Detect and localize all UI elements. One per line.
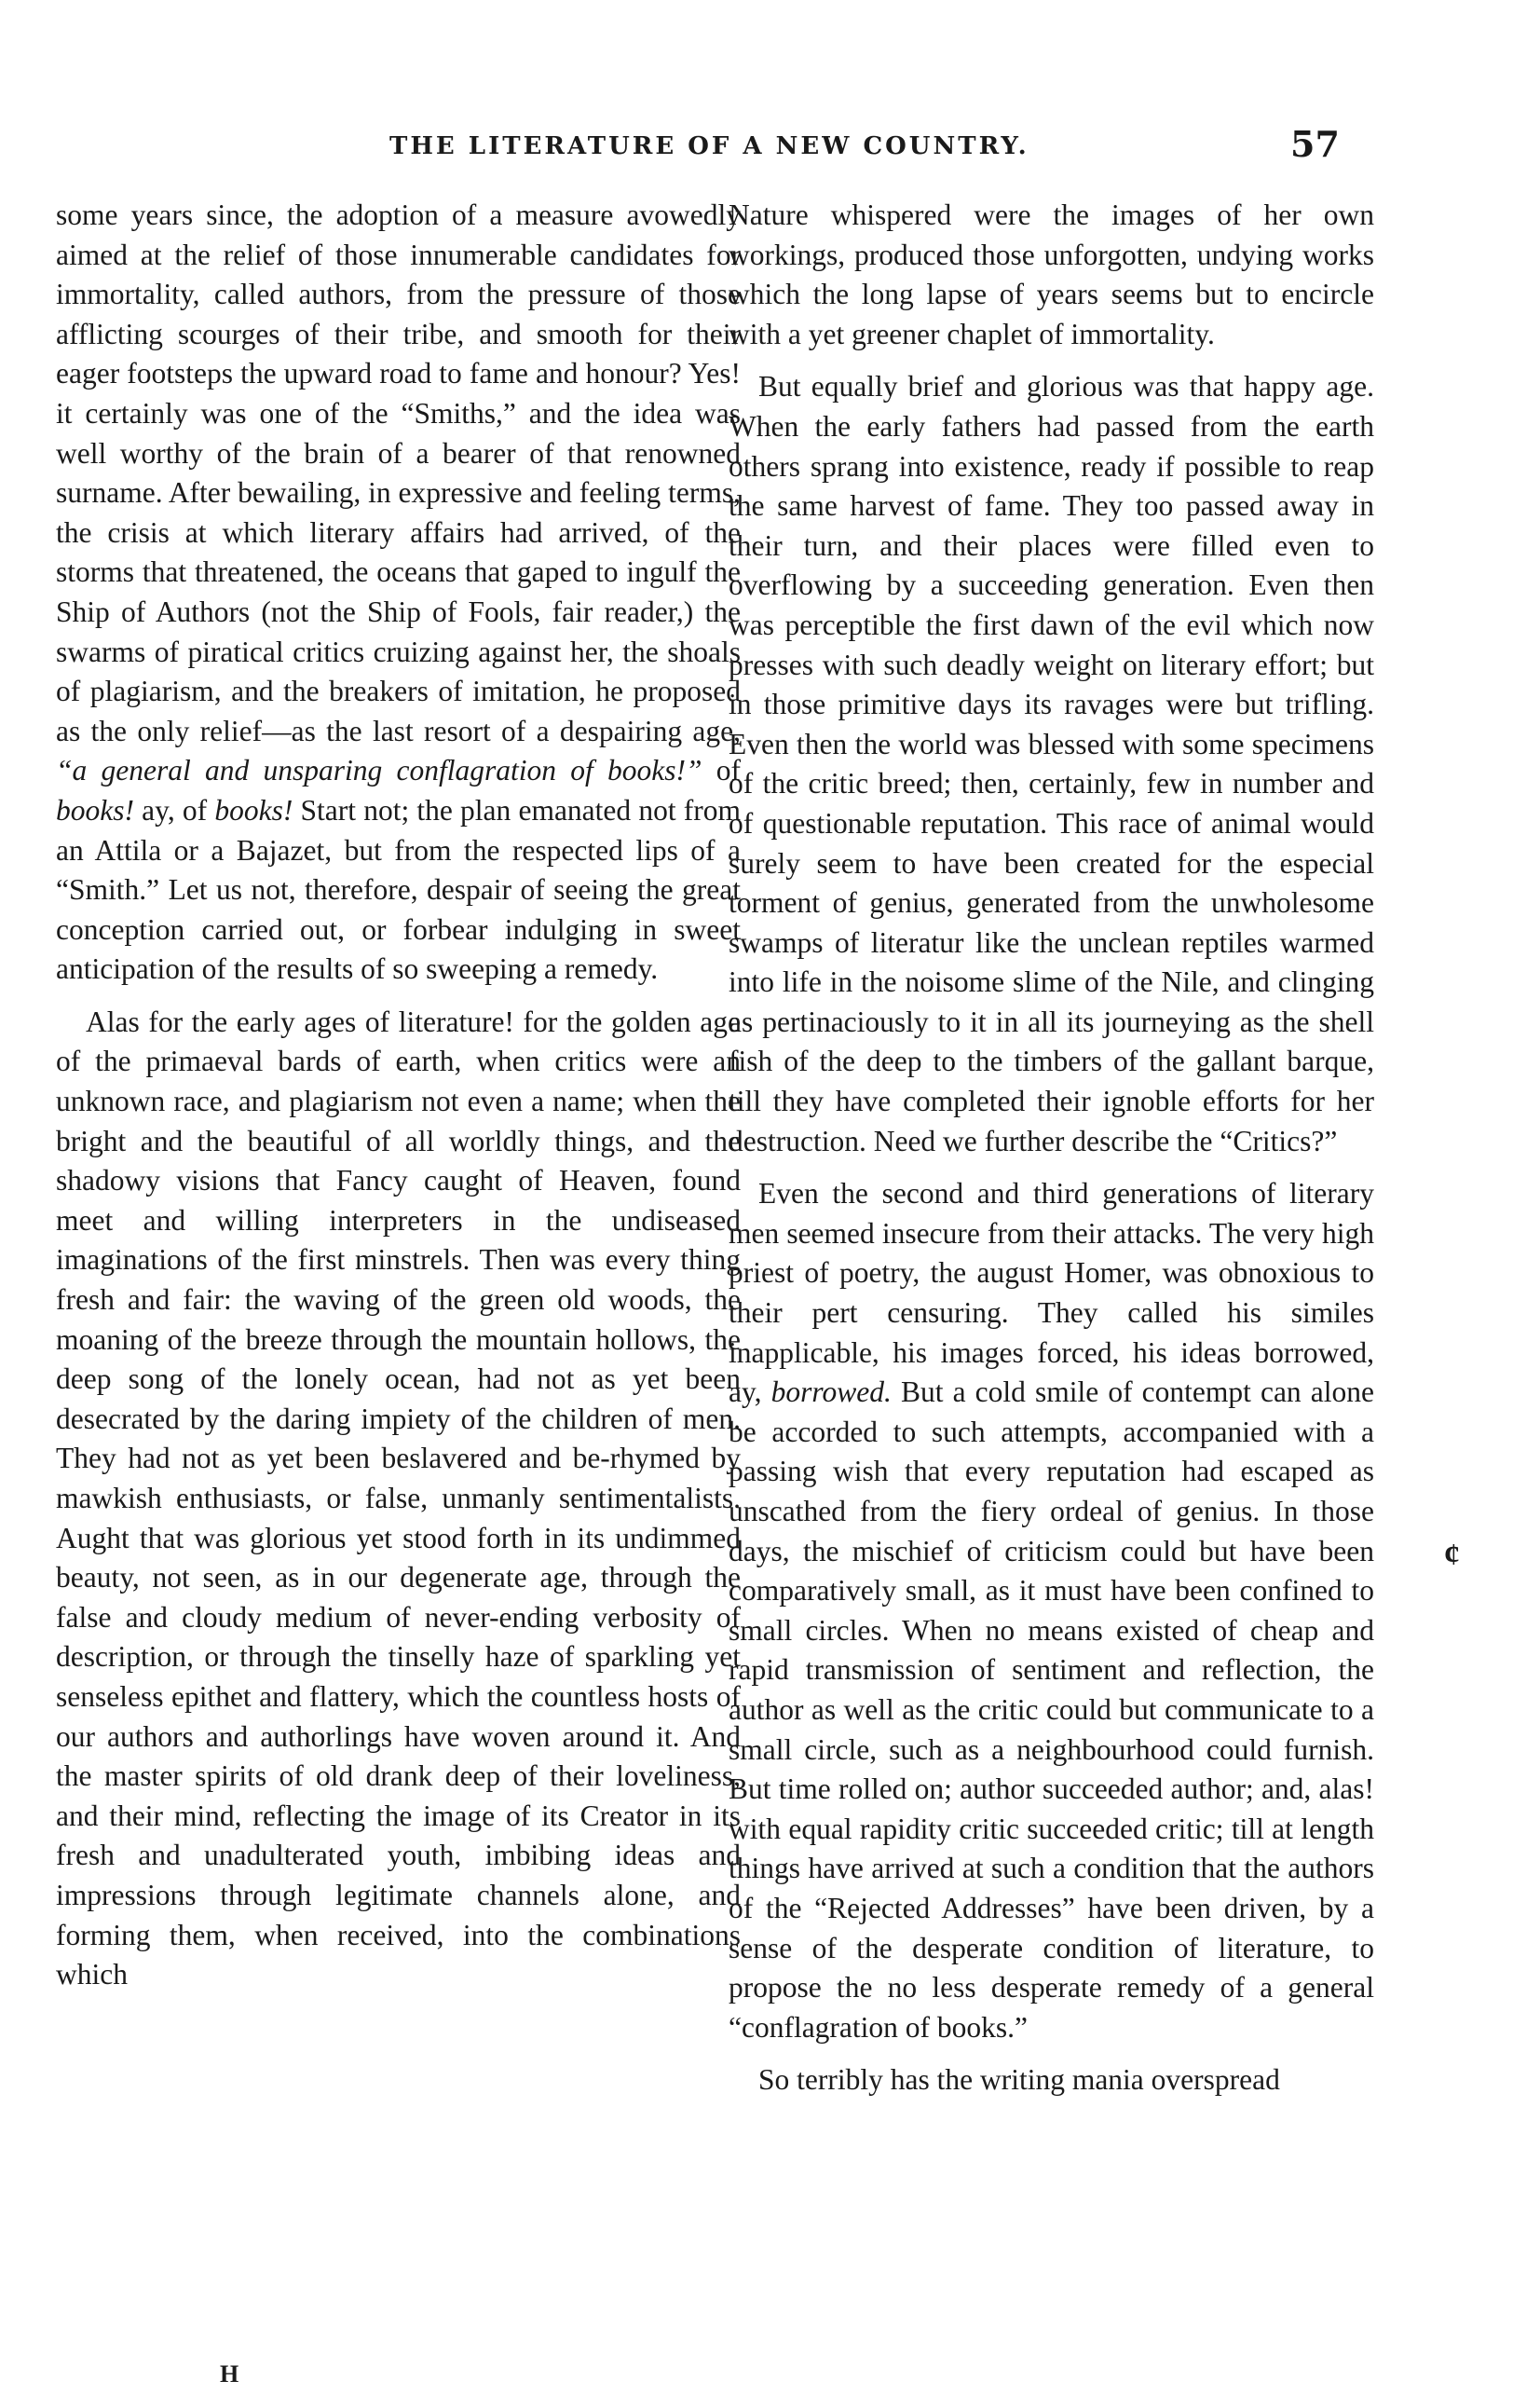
left-p1-mid-2: ay, of — [133, 793, 215, 827]
left-p1-end: Start not; the plan emanated not from an Attila or a Bajazet, but from the respected lips of a “Smith.” Let us not, therefore, despair of seeing the great conception carried out, or forbear indulging in sweet anticipation of the results of so sweeping a remedy. — [56, 793, 741, 986]
left-p1-emphasis: “a general and unsparing conflagration of books!” — [56, 754, 702, 787]
left-p1-emphasis-2: books! — [56, 793, 134, 827]
right-column — [729, 196, 1374, 2381]
left-p1-emphasis-3: books! — [214, 793, 293, 827]
page-number: 57 — [1290, 123, 1340, 165]
left-paragraph-1 — [56, 196, 741, 990]
right-paragraph-3 — [729, 1174, 1374, 2047]
left-p1-mid: of — [702, 754, 741, 787]
signature-mark: H — [220, 2360, 239, 2387]
running-header — [0, 123, 1513, 175]
running-title: THE LITERATURE OF A NEW COUNTRY. — [389, 132, 1029, 160]
right-p3-text-b: But a cold smile of contempt can alone be accorded to such attempts, accompanied with a passing wish that every reputation had escaped as unscathed from the fiery ordeal of genius. In those days, the mischief of criticism could but have been comparatively small, as it must have been confined to small circles. When no means existed of cheap and rapid transmission of sentiment and reflection, the author as well as the critic could but communicate to a small circle, such as a neighbourhood could furnish. But time rolled on; author succeeded author; and, alas! with equal rapidity critic succeeded critic; till at length things have arrived at such a condition that the authors of the “Rejected Addresses” have been driven, by a sense of the desperate condition of literature, to propose the no less desperate remedy of a general “conflagration of books.” — [729, 1375, 1374, 2044]
left-p1-text: some years since, the adoption of a measure avowedly aimed at the relief of those innumerable candidates for immortality, called authors, from the pressure of those afflicting scourges of their tribe, and smooth for their eager footsteps the upward road to fame and honour? Yes! it certainly was one of the “Smiths,” and the idea was well worthy of the brain of a bearer of that renowned surname. After bewailing, in expressive and feeling terms, the crisis at which literary affairs had arrived, of the storms that threatened, the oceans that gaped to ingulf the Ship of Authors (not the Ship of Fools, fair reader,) the swarms of piratical critics cruizing against her, the shoals of plagiarism, and the breakers of imitation, he proposed as the only relief—as the last resort of a despairing age, — [56, 198, 741, 747]
right-paragraph-2: But equally brief and glorious was that happy age. When the early fathers had passed from the earth others sprang into existence, ready if possible to reap the same harvest of fame. They too passed away in their turn, and their places were filled even to overflowing by a succeeding generation. Even then was perceptible the first dawn of the evil which now presses with such deadly weight on literary effort; but in those primitive days its ravages were but trifling. Even then the world was blessed with some specimens of the critic breed; then, certainly, few in number and of questionable reputation. This race of animal would surely seem to have been created for the especial torment of genius, generated from the unwholesome swamps of literatur like the unclean reptiles warmed into life in the noisome slime of the Nile, and clinging as pertinaciously to it in all its journeying as the shell fish of the deep to the timbers of the gallant barque, till they have completed their ignoble efforts for her destruction. Need we further describe the “Critics?” — [729, 370, 1374, 1157]
right-p3-text-a: Even the second and third generations of literary men seemed insecure from their attacks. The very high priest of poetry, the august Homer, was obnoxious to their pert censuring. They called his similes inapplicable, his images forced, his ideas borrowed, ay, — [729, 1177, 1374, 1409]
left-column — [56, 196, 741, 2381]
right-p3-emphasis: borrowed. — [770, 1375, 892, 1409]
right-paragraph-4: So terribly has the writing mania overspread — [758, 2063, 1280, 2097]
left-paragraph-2: Alas for the early ages of literature! for the golden age of the primaeval bards of earth, when critics were an unknown race, and plagiarism not even a name; when the bright and the beautiful of all worldly things, and the shadowy visions that Fancy caught of Heaven, found meet and willing interpreters in the undiseased imaginations of the first minstrels. Then was every thing fresh and fair: the waving of the green old woods, the moaning of the breeze through the mountain hollows, the deep song of the lonely ocean, had not as yet been desecrated by the daring impiety of the children of men. They had not as yet been beslavered and be-rhymed by mawkish enthusiasts, or false, unmanly sentimentalists. Aught that was glorious yet stood forth in its undimmed beauty, not seen, as in our degenerate age, through the false and cloudy medium of never-ending verbosity of description, or through the tinselly haze of sparkling yet senseless epithet and flattery, which the countless hosts of our authors and authorlings have woven around it. And the master spirits of old drank deep of their loveliness, and their mind, reflecting the image of its Creator in its fresh and unadulterated youth, imbibing ideas and impressions through legitimate channels alone, and forming them, when received, into the combinations which — [56, 1005, 741, 1991]
margin-mark: ¢ — [1444, 1538, 1460, 1572]
right-paragraph-1: Nature whispered were the images of her own workings, produced those unforgotten, undying works which the long lapse of years seems but to encircle with a yet greener chaplet of immortality. — [729, 198, 1374, 350]
